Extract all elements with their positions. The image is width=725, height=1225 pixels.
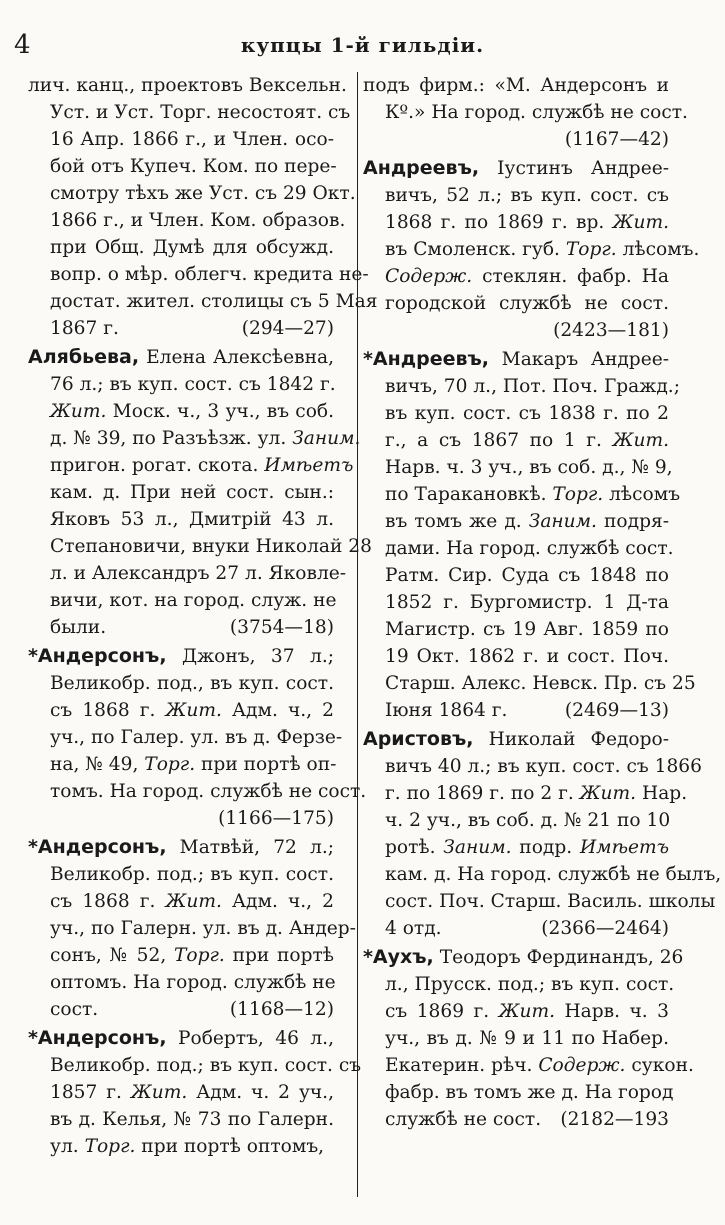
entry-text: лѣсомъ <box>603 484 681 505</box>
entry-line <box>363 670 696 697</box>
entry-line <box>363 1025 669 1052</box>
entry-line <box>363 182 669 209</box>
directory-entry <box>28 344 372 641</box>
entry-reference: (2423—181) <box>553 320 669 341</box>
entry-text: Великобр. под.; въ куп. сост. <box>50 864 334 885</box>
entry-line <box>363 998 669 1025</box>
entry-text: при Общ. Думѣ для обсужд. <box>50 237 334 258</box>
entry-line <box>28 371 334 398</box>
entry-text: подр. <box>511 837 580 858</box>
entry-line <box>363 834 669 861</box>
entry-surname: Аристовъ, <box>363 728 474 750</box>
entry-reference: (1167—42) <box>564 129 669 150</box>
entry-line <box>28 99 351 126</box>
entry-line <box>28 1106 334 1133</box>
entry-abbrev: Имѣетъ <box>579 837 670 858</box>
directory-entry <box>28 72 378 342</box>
entry-line <box>363 1052 694 1079</box>
entry-text: 1868 г. по 1869 г. вр. <box>385 212 613 233</box>
entry-text: Нарв. ч. 3 <box>555 1001 669 1022</box>
entry-line <box>28 614 334 641</box>
entry-line <box>363 915 669 942</box>
entry-text: л. и Александръ 27 л. Яковле- <box>50 563 347 584</box>
entry-surname: *Андерсонъ, <box>28 836 167 858</box>
entry-text: вичи, кот. на город. служ. не <box>50 590 337 611</box>
entry-abbrev: Жит. <box>579 783 637 804</box>
entry-surname: Андреевъ, <box>363 157 480 179</box>
entry-abbrev: Заним. <box>528 511 597 532</box>
entry-line <box>28 751 337 778</box>
entry-abbrev: Содерж. <box>385 266 473 287</box>
entry-text: г., а съ 1867 по 1 г. <box>385 430 613 451</box>
entry-line <box>28 1079 334 1106</box>
entry-text: съ 1868 г. <box>50 700 166 721</box>
entry-text: Николай Федоро- <box>473 729 669 750</box>
entry-abbrev: Заним. <box>292 428 361 449</box>
entry-text: были. <box>50 617 107 638</box>
entry-line <box>363 427 669 454</box>
entry-line <box>28 724 343 751</box>
entry-abbrev: Жит. <box>130 1082 188 1103</box>
entry-text: Макаръ Андрее- <box>489 349 669 370</box>
entry-line <box>28 1133 334 1160</box>
entry-reference: (3754—18) <box>229 617 334 638</box>
entry-line <box>28 560 347 587</box>
entry-text: бой отъ Купеч. Ком. по пере- <box>50 156 337 177</box>
directory-entry <box>363 944 694 1133</box>
entry-text: лѣсомъ. <box>616 239 700 260</box>
entry-line <box>363 861 722 888</box>
entry-abbrev: Торг. <box>174 945 225 966</box>
right-column <box>363 72 722 1135</box>
entry-line <box>28 915 356 942</box>
entry-line <box>28 778 367 805</box>
entry-line <box>363 373 680 400</box>
entry-line <box>28 126 334 153</box>
entry-text: ч. 2 уч., въ соб. д. № 21 по 10 <box>385 810 671 831</box>
entry-text: 4 отд. <box>385 918 442 939</box>
entry-abbrev: Жит. <box>165 700 222 721</box>
entry-line <box>28 805 334 832</box>
entry-line <box>28 996 334 1023</box>
entry-text: при портѣ оптомъ, <box>135 1136 325 1157</box>
entry-line <box>363 508 669 535</box>
entry-line <box>28 670 334 697</box>
entry-text: сост. Поч. Старш. Василь. школы <box>385 891 716 912</box>
entry-text: Магистр. съ 19 Авг. 1859 по <box>385 619 669 640</box>
entry-text: дами. На город. службѣ сост. <box>385 538 674 559</box>
entry-line <box>28 398 334 425</box>
entry-text: томъ. На город. службѣ не сост. <box>50 781 367 802</box>
entry-line <box>363 971 675 998</box>
entry-text: при портѣ оп- <box>195 754 337 775</box>
entry-text: Іюня 1864 г. <box>385 700 508 721</box>
entry-abbrev: Торг. <box>84 1136 136 1157</box>
entry-line <box>28 315 334 342</box>
entry-text: 1857 г. <box>50 1082 131 1103</box>
entry-abbrev: Жит. <box>612 212 669 233</box>
entry-line <box>28 207 346 234</box>
entry-abbrev: Жит. <box>165 891 222 912</box>
entry-text: 1866 г., и Член. Ком. образов. <box>50 210 346 231</box>
entry-abbrev: Жит. <box>50 401 107 422</box>
entry-line <box>28 72 347 99</box>
entry-line <box>28 533 372 560</box>
entry-reference: (1166—175) <box>218 808 334 829</box>
entry-line <box>363 126 669 153</box>
entry-text: вичъ 40 л.; въ куп. сост. съ 1866 <box>385 756 702 777</box>
entry-text: Моск. ч., 3 уч., въ соб. <box>106 401 334 422</box>
directory-entry <box>363 155 700 344</box>
entry-text: 1852 г. Бургомистр. 1 Д-та <box>385 592 669 613</box>
entry-line <box>28 425 361 452</box>
entry-line <box>363 888 716 915</box>
left-column <box>28 72 378 1162</box>
entry-abbrev: Содерж. <box>538 1055 626 1076</box>
entry-line <box>363 535 674 562</box>
entry-text: Теодоръ Фердинандъ, 26 <box>433 947 684 968</box>
entry-line <box>28 587 337 614</box>
entry-surname: Алябьева, <box>28 346 140 368</box>
entry-abbrev: Имѣетъ <box>264 455 354 476</box>
entry-reference: (294—27) <box>241 318 334 339</box>
entry-text: кам. д. При ней сост. сын.: <box>50 482 334 503</box>
entry-surname: *Аухъ, <box>363 946 434 968</box>
entry-line <box>363 209 669 236</box>
entry-line <box>28 1025 334 1052</box>
entry-line <box>363 753 702 780</box>
entry-line <box>28 643 334 670</box>
entry-surname: *Андерсонъ, <box>28 1027 167 1049</box>
entry-line <box>363 616 669 643</box>
entry-text: фабр. въ томъ же д. На город <box>385 1082 674 1103</box>
entry-line <box>28 344 334 371</box>
entry-abbrev: Жит. <box>612 430 669 451</box>
page-number: 4 <box>14 30 31 60</box>
column-divider <box>357 72 358 1197</box>
entry-text: д. № 39, по Разъѣзж. ул. <box>50 428 293 449</box>
entry-line <box>28 969 334 996</box>
directory-entry <box>28 834 356 1023</box>
entry-abbrev: Торг. <box>565 239 617 260</box>
directory-entry <box>363 346 696 724</box>
entry-surname: *Андреевъ, <box>363 348 490 370</box>
entry-line <box>363 346 669 373</box>
entry-line <box>363 1106 669 1133</box>
entry-line <box>28 288 378 315</box>
entry-line <box>363 317 669 344</box>
entry-text: Джонъ, 37 л.; <box>166 646 334 667</box>
entry-text: 16 Апр. 1866 г., и Член. осо- <box>50 129 334 150</box>
entry-text: Робертъ, 46 л., <box>166 1028 334 1049</box>
entry-text: службѣ не сост. <box>385 1109 542 1130</box>
entry-text: Адм. ч. 2 уч., <box>187 1082 334 1103</box>
entry-abbrev: Торг. <box>144 754 196 775</box>
entry-text: 76 л.; въ куп. сост. съ 1842 г. <box>50 374 336 395</box>
entry-text: уч., по Галер. ул. въ д. Ферзе- <box>50 727 343 748</box>
entry-text: вичъ, 70 л., Пот. Поч. Гражд.; <box>385 376 680 397</box>
entry-line <box>363 99 688 126</box>
entry-text: съ 1868 г. <box>50 891 166 912</box>
entry-text: оптомъ. На город. службѣ не <box>50 972 336 993</box>
entry-text: Степановичи, внуки Николай 28 <box>50 536 372 557</box>
entry-line <box>28 180 356 207</box>
entry-text: Яковъ 53 л., Дмитрій 43 л. <box>50 509 334 530</box>
entry-line <box>28 834 334 861</box>
entry-text: Великобр. под.; въ куп. сост. съ <box>50 1055 362 1076</box>
entry-text: городской службѣ не сост. <box>385 293 669 314</box>
entry-abbrev: Торг. <box>552 484 604 505</box>
entry-text: Адм. ч., 2 <box>221 700 334 721</box>
entry-text: достат. жител. столицы съ 5 Мая <box>50 291 378 312</box>
entry-text: Адм. ч., 2 <box>221 891 334 912</box>
entry-text: смотру тѣхъ же Уст. съ 29 Окт. <box>50 183 356 204</box>
entry-surname: *Андерсонъ, <box>28 645 167 667</box>
entry-line <box>28 942 334 969</box>
entry-text: уч., въ д. № 9 и 11 по Набер. <box>385 1028 669 1049</box>
page-header <box>0 30 725 60</box>
entry-text: Елена Алексѣевна, <box>139 347 334 368</box>
entry-text: Екатерин. рѣч. <box>385 1055 539 1076</box>
entry-line <box>363 454 673 481</box>
entry-line <box>28 888 334 915</box>
entry-text: ул. <box>50 1136 85 1157</box>
entry-line <box>28 234 334 261</box>
entry-text: 19 Окт. 1862 г. и сост. Поч. <box>385 646 669 667</box>
entry-text: Матвѣй, 72 л.; <box>166 837 334 858</box>
entry-line <box>28 506 334 533</box>
entry-line <box>363 726 669 753</box>
entry-text: пригон. рогат. скота. <box>50 455 265 476</box>
entry-text: л., Прусск. под.; въ куп. сост. <box>385 974 675 995</box>
entry-text: г. по 1869 г. по 2 г. <box>385 783 580 804</box>
directory-entry <box>28 1025 362 1160</box>
entry-text: Нар. <box>636 783 688 804</box>
entry-text: подъ фирм.: «М. Андерсонъ и <box>363 75 669 96</box>
entry-line <box>28 452 354 479</box>
entry-text: Уст. и Уст. Торг. несостоят. съ <box>50 102 351 123</box>
entry-text: при портѣ <box>224 945 335 966</box>
entry-text: сонъ, № 52, <box>50 945 175 966</box>
entry-line <box>28 697 334 724</box>
entry-line <box>28 261 369 288</box>
entry-line <box>363 562 669 589</box>
entry-line <box>363 807 669 834</box>
entry-text: въ д. Келья, № 73 по Галерн. <box>50 1109 334 1130</box>
entry-abbrev: Жит. <box>498 1001 556 1022</box>
entry-text: ротѣ. <box>385 837 444 858</box>
entry-text: въ Смоленск. губ. <box>385 239 566 260</box>
entry-line <box>363 263 669 290</box>
entry-text: стеклян. фабр. На <box>472 266 669 287</box>
directory-entry <box>363 72 688 153</box>
entry-text: по Таракановкѣ. <box>385 484 553 505</box>
page-title: купцы 1-й гильдіи. <box>240 33 485 57</box>
entry-line <box>363 944 684 971</box>
entry-text: подря- <box>596 511 669 532</box>
entry-line <box>363 481 681 508</box>
entry-reference: (2182—193 <box>560 1109 669 1130</box>
entry-line <box>363 236 700 263</box>
entry-line <box>363 1079 674 1106</box>
entry-text: 1867 г. <box>50 318 119 339</box>
entry-text: съ 1869 г. <box>385 1001 499 1022</box>
entry-text: уч., по Галерн. ул. въ д. Андер- <box>50 918 356 939</box>
entry-line <box>28 479 334 506</box>
entry-line <box>363 400 669 427</box>
entry-reference: (2366—2464) <box>541 918 669 939</box>
entry-text: Нарв. ч. 3 уч., въ соб. д., № 9, <box>385 457 673 478</box>
entry-text: на, № 49, <box>50 754 145 775</box>
entry-line <box>28 153 337 180</box>
entry-text: Іустинъ Андрее- <box>479 158 669 179</box>
entry-text: лич. канц., проектовъ Вексельн. <box>28 75 347 96</box>
entry-text: сост. <box>50 999 99 1020</box>
entry-text: въ томъ же д. <box>385 511 529 532</box>
entry-line <box>363 643 669 670</box>
directory-entry <box>363 726 722 942</box>
entry-text: вичъ, 52 л.; въ куп. сост. съ <box>385 185 669 206</box>
entry-line <box>363 290 669 317</box>
entry-line <box>363 72 669 99</box>
entry-text: сукон. <box>625 1055 694 1076</box>
entry-line <box>363 780 688 807</box>
entry-line <box>363 155 669 182</box>
entry-text: кам. д. На город. службѣ не былъ, <box>385 864 722 885</box>
directory-entry <box>28 643 367 832</box>
entry-line <box>363 697 669 724</box>
entry-text: Ратм. Сир. Суда съ 1848 по <box>385 565 669 586</box>
entry-text: Великобр. под., въ куп. сост. <box>50 673 334 694</box>
entry-line <box>28 861 334 888</box>
entry-reference: (1168—12) <box>229 999 334 1020</box>
entry-line <box>363 589 669 616</box>
entry-text: въ куп. сост. съ 1838 г. по 2 <box>385 403 669 424</box>
entry-text: Кº.» На город. службѣ не сост. <box>385 102 688 123</box>
entry-text: вопр. о мѣр. облегч. кредита не- <box>50 264 369 285</box>
entry-abbrev: Заним. <box>443 837 512 858</box>
entry-line <box>28 1052 362 1079</box>
entry-reference: (2469—13) <box>564 700 669 721</box>
entry-text: Старш. Алекс. Невск. Пр. съ 25 <box>385 673 696 694</box>
